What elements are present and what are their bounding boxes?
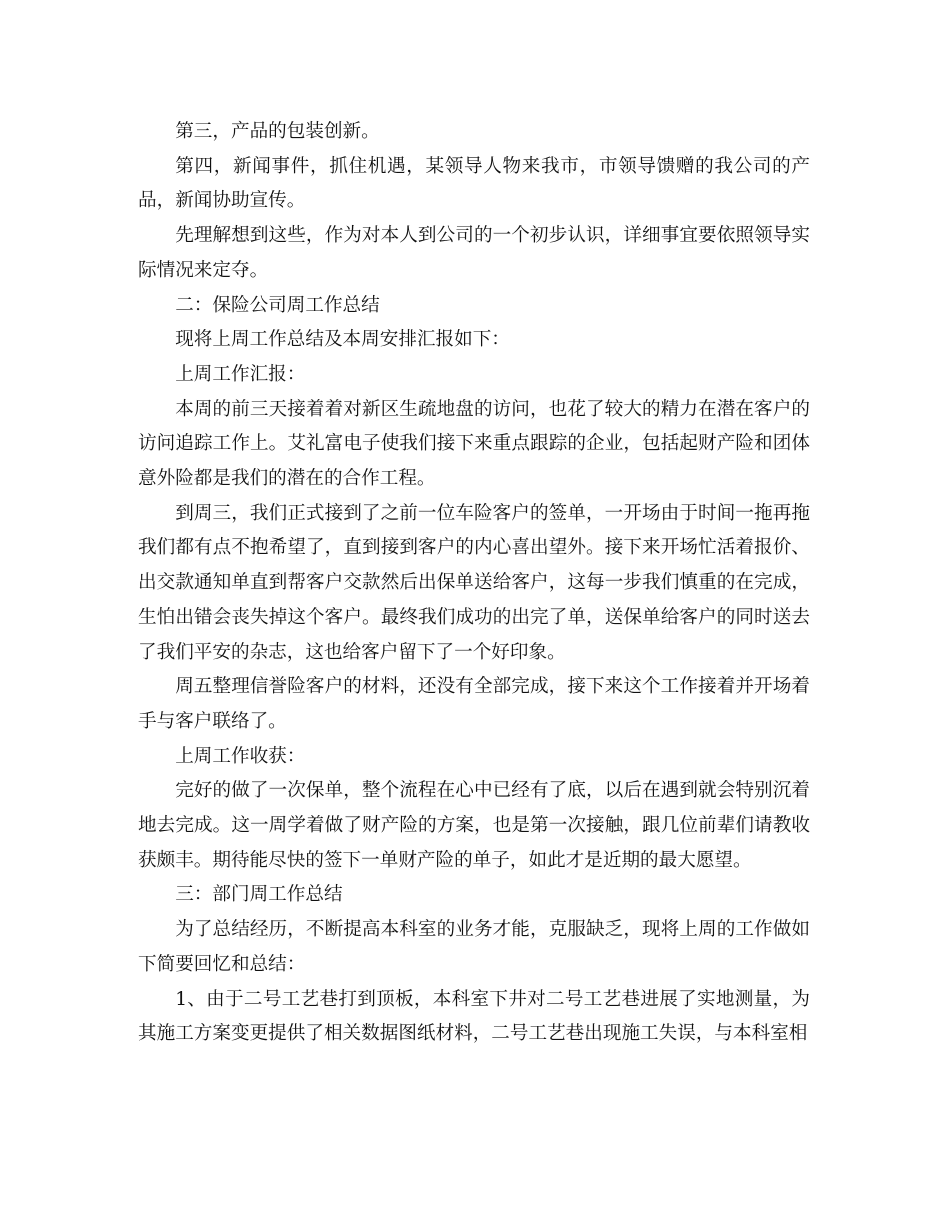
document-body — [138, 115, 810, 1052]
paragraph: 先理解想到这些，作为对本人到公司的一个初步认识，详细事宜要依照领导实际情况来定夺。 — [138, 225, 810, 281]
paragraph: 到周三，我们正式接到了之前一位车险客户的签单，一开场由于时间一拖再拖我们都有点不抱希望了，直到接到客户的内心喜出望外。接下来开场忙活着报价、出交款通知单直到帮客户交款然后出保单送给客户，这每一步我们慎重的在完成，生怕出错会丧失掉这个客户。最终我们成功的出完了单，送保单给客户的同时送去了我们平安的杂志，这也给客户留下了一个好印象。 — [138, 502, 810, 663]
paragraph: 1、由于二号工艺巷打到顶板，本科室下井对二号工艺巷进展了实地测量，为其施工方案变更提供了相关数据图纸材料，二号工艺巷出现施工失误，与本科室相 — [138, 988, 810, 1045]
section-heading: 三：部门周工作总结 — [175, 884, 343, 906]
section-heading: 二：保险公司周工作总结 — [175, 294, 380, 316]
paragraph: 周五整理信誉险客户的材料，还没有全部完成，接下来这个工作接着并开场着手与客户联络了。 — [138, 676, 810, 732]
subsection-heading: 上周工作收获： — [175, 745, 306, 767]
paragraph: 为了总结经历，不断提高本科室的业务才能，克服缺乏，现将上周的工作做如下简要回忆和总结： — [138, 919, 810, 975]
subsection-heading: 上周工作汇报： — [175, 363, 306, 385]
paragraph: 第三，产品的包装创新。 — [175, 121, 380, 142]
paragraph: 完好的做了一次保单，整个流程在心中已经有了底，以后在遇到就会特别沉着地去完成。这一周学着做了财产险的方案，也是第一次接触，跟几位前辈们请教收获颇丰。期待能尽快的签下一单财产险的单子，如此才是近期的最大愿望。 — [138, 780, 810, 871]
paragraph: 第四，新闻事件，抓住机遇，某领导人物来我市，市领导馈赠的我公司的产品，新闻协助宣传。 — [138, 155, 810, 212]
paragraph: 现将上周工作总结及本周安排汇报如下： — [175, 329, 510, 351]
paragraph: 本周的前三天接着着对新区生疏地盘的访问，也花了较大的精力在潜在客户的访问追踪工作上。艾礼富电子使我们接下来重点跟踪的企业，包括起财产险和团体意外险都是我们的潜在的合作工程。 — [138, 398, 810, 490]
